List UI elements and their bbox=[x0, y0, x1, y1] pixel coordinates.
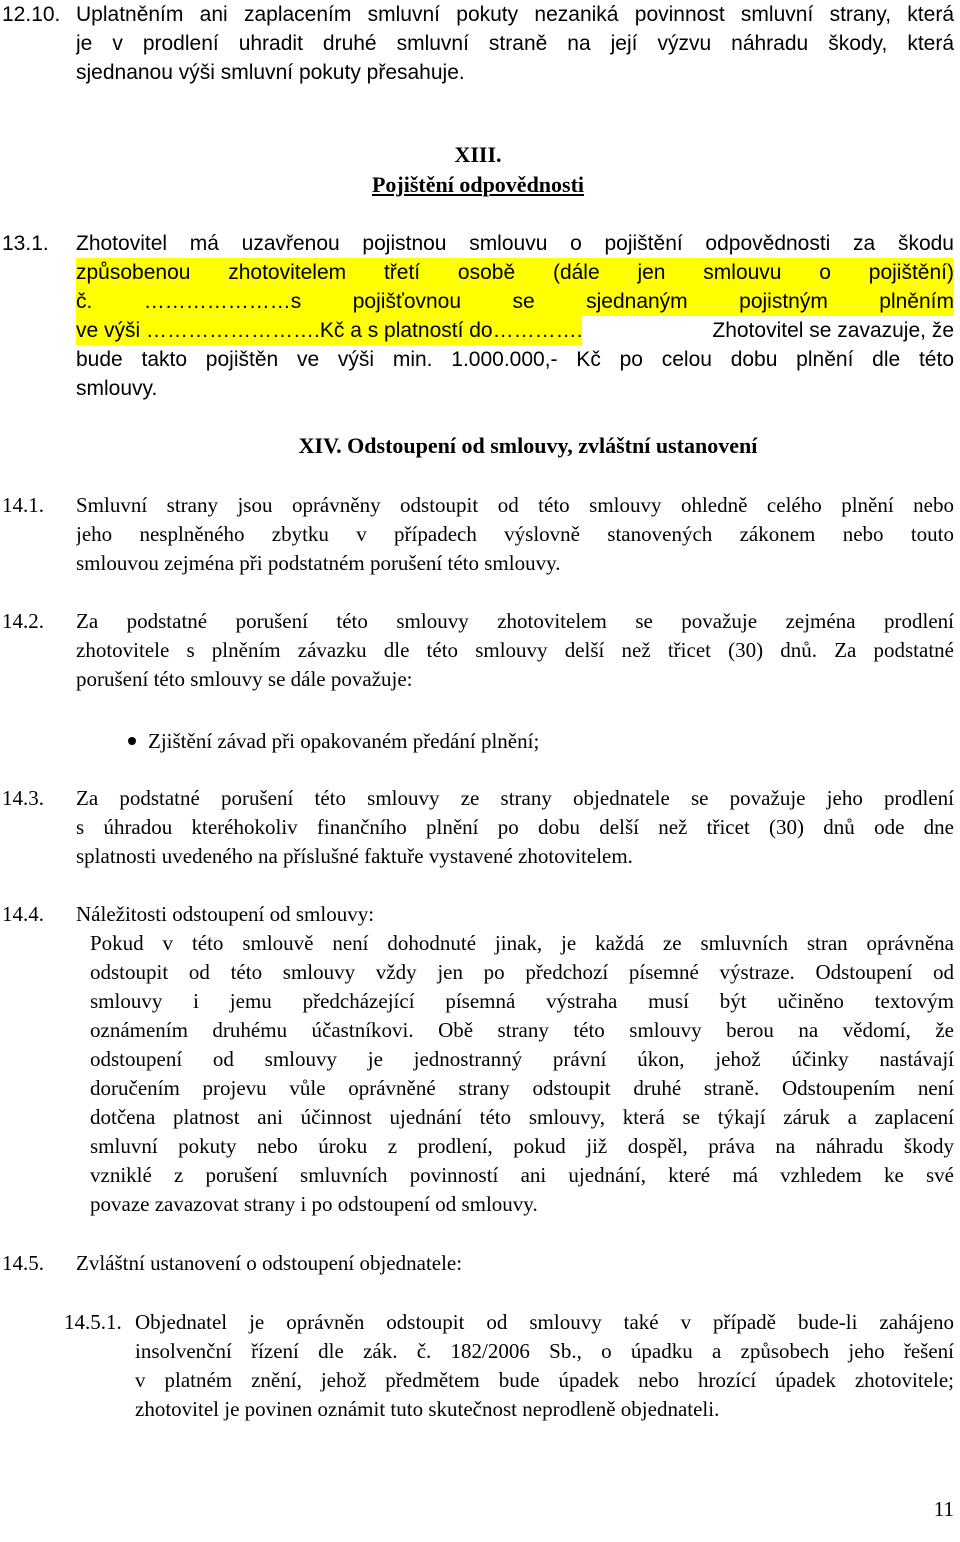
text-line: odstoupit od této smlouvy vždy jen po předchozí písemné výstraze. Odstoupení od bbox=[90, 960, 954, 984]
text-line: povaze zavazovat strany i po odstoupení od smlouvy. bbox=[90, 1192, 538, 1216]
text-fragment: Zhotovitel se zavazuje, že bbox=[712, 319, 954, 342]
text-line: zhotovitel je povinen oznámit tuto skutečnost neprodleně objednateli. bbox=[135, 1397, 720, 1421]
text-line: Za podstatné porušení této smlouvy ze strany objednatele se považuje jeho prodlení bbox=[76, 786, 954, 810]
insurance-amount-placeholder: ve výši …………………….Kč a s platností do…………. bbox=[76, 319, 583, 342]
highlighted-text-line: č. …………………s pojišťovnou se sjednaným pojistným plněním bbox=[76, 287, 954, 316]
text-line: Zhotovitel má uzavřenou pojistnou smlouvu o pojištění odpovědnosti za škodu bbox=[76, 232, 954, 255]
chapter-title-xiv: XIV. Odstoupení od smlouvy, zvláštní ustanovení bbox=[298, 433, 758, 458]
text-line: splatnosti uvedeného na příslušné faktuře vystavené zhotovitelem. bbox=[76, 844, 633, 868]
text-line: doručením projevu vůle oprávněné strany odstoupit druhé straně. Odstoupením není bbox=[90, 1076, 954, 1100]
text-line: odstoupení od smlouvy je jednostranný právní úkon, jehož účinky nastávají bbox=[90, 1047, 954, 1071]
text-line: Smluvní strany jsou oprávněny odstoupit od této smlouvy ohledně celého plnění nebo bbox=[76, 493, 954, 517]
page-number: 11 bbox=[933, 1497, 954, 1521]
paragraph-13-1 bbox=[76, 229, 954, 403]
chapter-title-xiii: Pojištění odpovědnosti bbox=[371, 172, 585, 197]
text-line: porušení této smlouvy se dále považuje: bbox=[76, 667, 413, 691]
paragraph-14-1 bbox=[76, 491, 954, 578]
paragraph-14-3 bbox=[76, 784, 954, 871]
text-line: Uplatněním ani zaplacením smluvní pokuty nezaniká povinnost smluvní strany, která bbox=[76, 3, 954, 26]
bullet-dot bbox=[128, 737, 136, 745]
highlighted-text bbox=[76, 316, 582, 345]
text-line: sjednanou výši smluvní pokuty přesahuje. bbox=[76, 61, 465, 84]
section-number-14-3: 14.3. bbox=[2, 786, 44, 810]
section-number-14-4: 14.4. bbox=[2, 902, 44, 926]
chapter-number-xiii: XIII. bbox=[454, 142, 502, 167]
text-line: jeho nesplněného zbytku v případech výslovně stanovených zákonem nebo touto bbox=[76, 522, 954, 546]
text-line: insolvenční řízení dle zák. č. 182/2006 Sb., o úpadku a způsobech jeho řešení bbox=[135, 1339, 954, 1363]
paragraph-14-2 bbox=[76, 607, 954, 694]
text-line: zhotovitele s plněním závazku dle této smlouvy delší než třicet (30) dnů. Za podstatné bbox=[76, 638, 954, 662]
section-number-14-2: 14.2. bbox=[2, 609, 44, 633]
paragraph-14-4 bbox=[90, 929, 954, 1219]
section-title-14-5: Zvláštní ustanovení o odstoupení objednatele: bbox=[76, 1251, 463, 1275]
bullet-item: Zjištění závad při opakovaném předání plnění; bbox=[148, 729, 540, 753]
section-number-13-1: 13.1. bbox=[2, 232, 49, 255]
section-number-14-1: 14.1. bbox=[2, 493, 44, 517]
text-line: smluvní pokuty nebo úroku z prodlení, pokud již dospěl, práva na náhradu škody bbox=[90, 1134, 954, 1158]
text-line: v platném znění, jehož předmětem bude úpadek nebo hrozící úpadek zhotovitele; bbox=[135, 1368, 954, 1392]
highlighted-text-line: způsobenou zhotovitelem třetí osobě (dále jen smlouvu o pojištění) bbox=[76, 258, 954, 287]
section-title-14-4: Náležitosti odstoupení od smlouvy: bbox=[76, 902, 375, 926]
paragraph-14-5-1 bbox=[135, 1308, 954, 1424]
paragraph-12-10 bbox=[76, 0, 954, 87]
section-number-12-10: 12.10. bbox=[2, 3, 61, 26]
text-line: oznámením druhému účastníkovi. Obě strany této smlouvy berou na vědomí, že bbox=[90, 1018, 954, 1042]
section-number-14-5: 14.5. bbox=[2, 1251, 44, 1275]
text-line: Pokud v této smlouvě není dohodnuté jinak, je každá ze smluvních stran oprávněna bbox=[90, 931, 954, 955]
text-line: s úhradou kteréhokoliv finančního plnění po dobu delší než třicet (30) dnů ode dne bbox=[76, 815, 954, 839]
text-line: smlouvy i jemu předcházející písemná výstraha musí být učiněno textovým bbox=[90, 989, 954, 1013]
text-line: dotčena platnost ani účinnost ujednání této smlouvy, která se týkají záruk a zaplacení bbox=[90, 1105, 954, 1129]
text-line bbox=[76, 316, 954, 345]
text-line: vzniklé z porušení smluvních povinností ani ujednání, které má vzhledem ke své bbox=[90, 1163, 954, 1187]
text-line: bude takto pojištěn ve výši min. 1.000.000,- Kč po celou dobu plnění dle této bbox=[76, 348, 954, 371]
text-line: je v prodlení uhradit druhé smluvní straně na její výzvu náhradu škody, která bbox=[76, 32, 954, 55]
text-line: smlouvou zejména při podstatném porušení této smlouvy. bbox=[76, 551, 561, 575]
text-line: Objednatel je oprávněn odstoupit od smlouvy také v případě bude-li zahájeno bbox=[135, 1310, 954, 1334]
text-line: smlouvy. bbox=[76, 377, 158, 400]
section-number-14-5-1: 14.5.1. bbox=[64, 1310, 122, 1334]
text-line: Za podstatné porušení této smlouvy zhotovitelem se považuje zejména prodlení bbox=[76, 609, 954, 633]
